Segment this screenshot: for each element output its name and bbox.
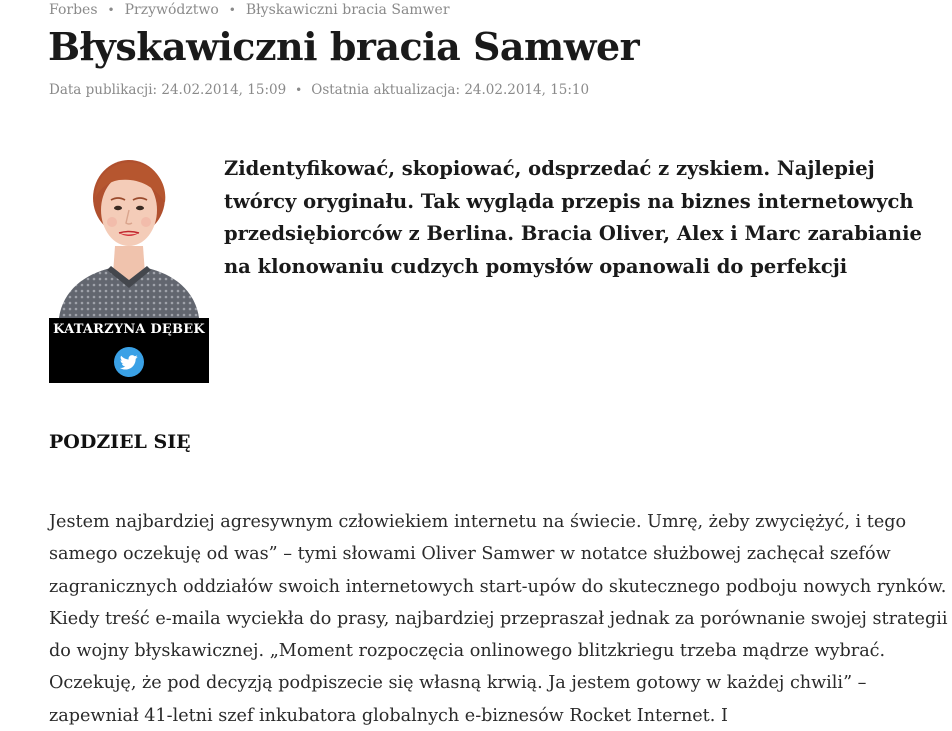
author-box [49,318,209,383]
breadcrumb-forbes[interactable]: Forbes [49,2,98,18]
updated-date: Ostatnia aktualizacja: 24.02.2014, 15:10 [311,82,590,98]
twitter-icon [120,355,138,370]
page-title: Błyskawiczni bracia Samwer [48,24,640,69]
breadcrumb [49,2,450,18]
breadcrumb-przywodztwo[interactable]: Przywództwo [124,2,219,18]
share-heading[interactable]: PODZIEL SIĘ [49,431,191,453]
author-card [49,150,209,383]
breadcrumb-separator: • [228,3,236,17]
meta-separator: • [295,83,303,97]
article-body: Jestem najbardziej agresywnym człowiekiem internetu na świecie. Umrę, żeby zwyciężyć, i tego samego oczekuję od was” – tymi słowami Oliver Samwer w notatce służbowej zachęcał szefów zagranicznych oddziałów swoich internetowych start-upów do skutecznego podboju nowych rynków. Kiedy treść e-maila wyciekła do prasy, najbardziej przepraszał jednak za porównanie swojej strategii do wojny błyskawicznej. „Moment rozpoczęcia onlinowego blitzkriegu trzeba mądrze wybrać. Oczekuję, że pod decyzją podpiszecie się własną krwią. Ja jestem gotowy w każdej chwili” – zapewniał 41-letni szef inkubatora globalnych e-biznesów Rocket Internet. I [49,512,948,726]
published-date: Data publikacji: 24.02.2014, 15:09 [49,82,287,98]
breadcrumb-current: Błyskawiczni bracia Samwer [245,2,450,18]
twitter-button[interactable] [114,347,144,377]
author-portrait-illustration [49,150,209,318]
article-meta [49,82,589,98]
author-photo[interactable] [49,150,209,318]
breadcrumb-separator: • [107,3,115,17]
author-name[interactable]: KATARZYNA DĘBEK [53,322,205,337]
article-lead: Zidentyfikować, skopiować, odsprzedać z zyskiem. Najlepiej twórcy oryginału. Tak wygląda przepis na biznes internetowych przedsiębiorców z Berlina. Bracia Oliver, Alex i Marc zarabianie na klonowaniu cudzych pomysłów opanowali do perfekcji [224,157,922,278]
